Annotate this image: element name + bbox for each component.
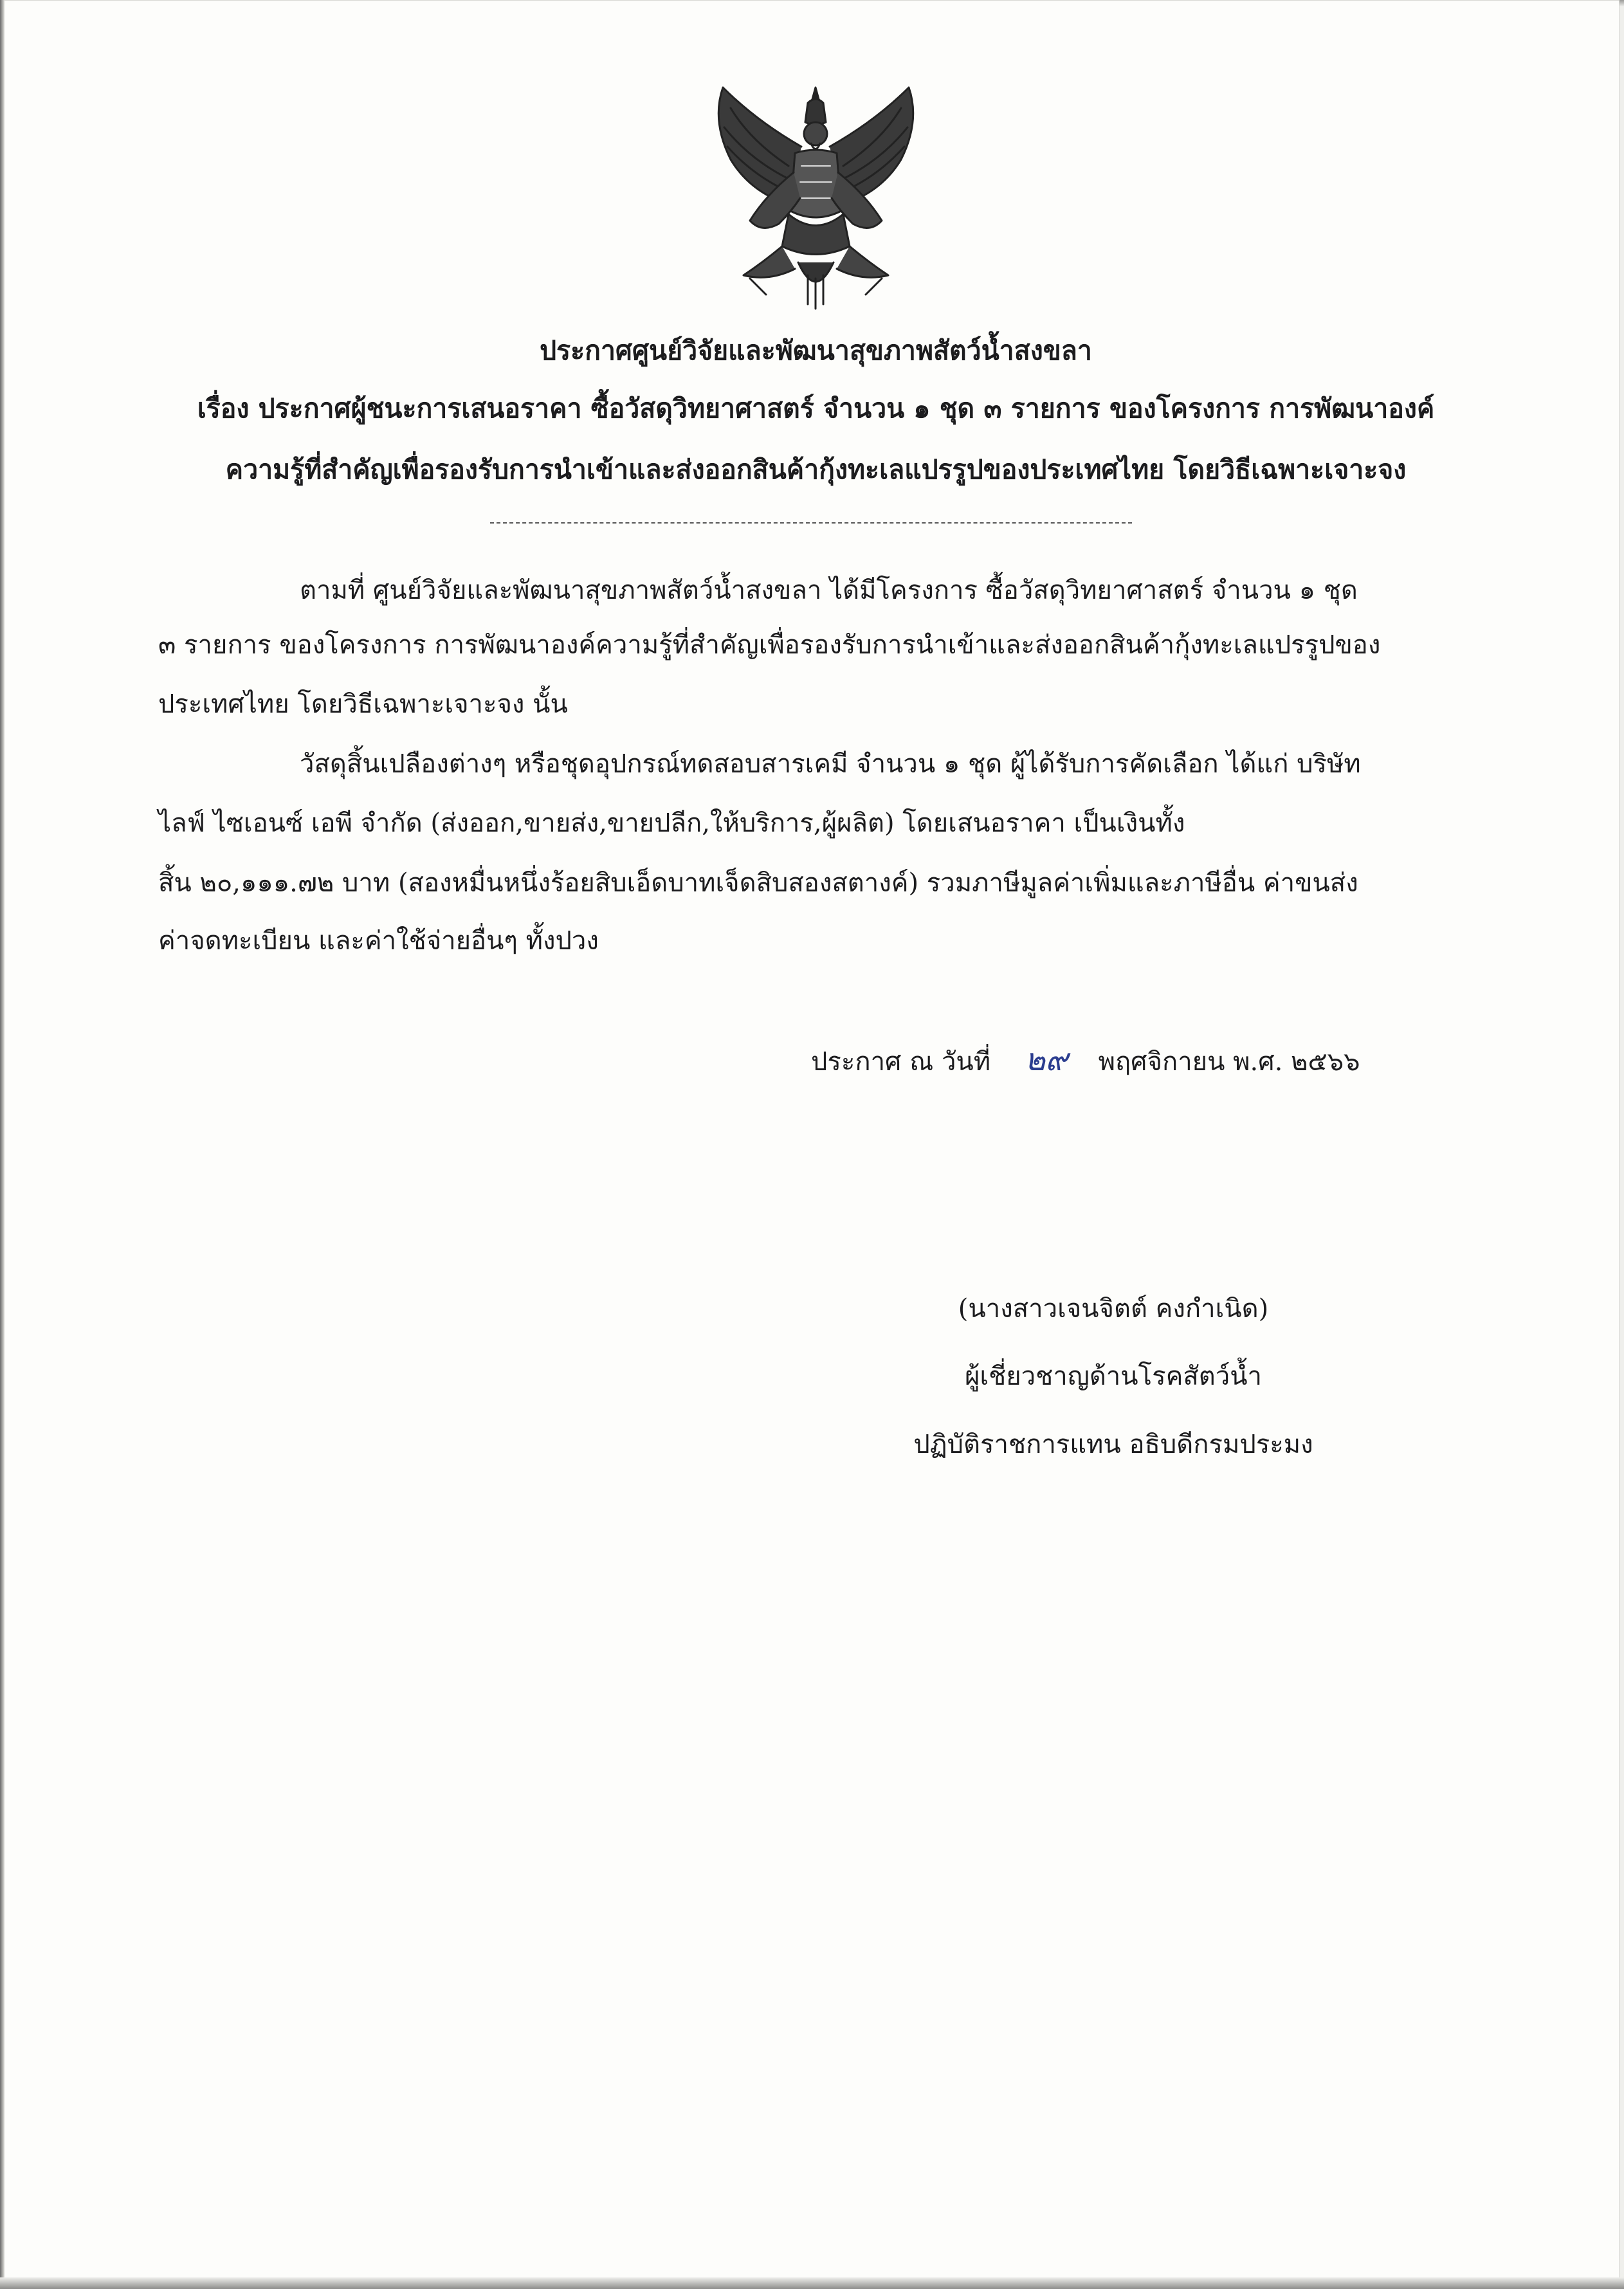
dashed-divider xyxy=(490,522,1132,524)
announcement-date xyxy=(811,1042,1360,1080)
announcement-subject-line-2: ความรู้ที่สำคัญเพื่อรองรับการนำเข้าและส่งออกสินค้ากุ้งทะเลแปรรูปของประเทศไทย โดยวิธีเฉพาะเจาะจง xyxy=(225,454,1407,485)
body-paragraph-2-line-3: สิ้น ๒๐,๑๑๑.๗๒ บาท (สองหมื่นหนึ่งร้อยสิบเอ็ดบาทเจ็ดสิบสองสตางค์) รวมภาษีมูลค่าเพิ่มและภาษีอื่น ค่าขนส่ง xyxy=(158,868,1358,898)
date-month-year: พฤศจิกายน พ.ศ. ๒๕๖๖ xyxy=(1098,1047,1360,1077)
body-paragraph-2-line-1: วัสดุสิ้นเปลืองต่างๆ หรือชุดอุปกรณ์ทดสอบสารเคมี จำนวน ๑ ชุด ผู้ได้รับการคัดเลือก ได้แก่ บริษัท xyxy=(300,749,1361,779)
signatory-name: (นางสาวเจนจิตต์ คงกำเนิด) xyxy=(958,1294,1269,1324)
body-paragraph-1-line-1: ตามที่ ศูนย์วิจัยและพัฒนาสุขภาพสัตว์น้ำสงขลา ได้มีโครงการ ซื้อวัสดุวิทยาศาสตร์ จำนวน ๑ ชุด xyxy=(300,576,1358,605)
body-paragraph-2-line-2: ไลฟ์ ไซเอนซ์ เอพี จำกัด (ส่งออก,ขายส่ง,ขายปลีก,ให้บริการ,ผู้ผลิต) โดยเสนอราคา เป็นเงินทั้ง xyxy=(158,808,1185,838)
date-label: ประกาศ ณ วันที่ xyxy=(811,1047,991,1077)
announcement-title: ประกาศศูนย์วิจัยและพัฒนาสุขภาพสัตว์น้ำสงขลา xyxy=(540,335,1092,366)
body-paragraph-2-line-4: ค่าจดทะเบียน และค่าใช้จ่ายอื่นๆ ทั้งปวง xyxy=(158,926,599,956)
body-paragraph-1-line-2: ๓ รายการ ของโครงการ การพัฒนาองค์ความรู้ที่สำคัญเพื่อรองรับการนำเข้าและส่งออกสินค้ากุ้งทะเลแปรรูปของ xyxy=(158,630,1381,660)
announcement-subject-line-1: เรื่อง ประกาศผู้ชนะการเสนอราคา ซื้อวัสดุวิทยาศาสตร์ จำนวน ๑ ชุด ๓ รายการ ของโครงการ การพัฒนาองค์ xyxy=(197,393,1435,424)
document-page xyxy=(4,0,1619,2289)
body-paragraph-1-line-3: ประเทศไทย โดยวิธีเฉพาะเจาะจง นั้น xyxy=(158,689,568,719)
signatory-acting-for: ปฏิบัติราชการแทน อธิบดีกรมประมง xyxy=(913,1430,1313,1459)
garuda-emblem-icon xyxy=(705,82,927,311)
date-day-handwritten: ๒๙ xyxy=(1025,1042,1068,1078)
signatory-position: ผู้เชี่ยวชาญด้านโรคสัตว์น้ำ xyxy=(964,1362,1262,1391)
scan-bottom-edge xyxy=(0,2277,1624,2289)
